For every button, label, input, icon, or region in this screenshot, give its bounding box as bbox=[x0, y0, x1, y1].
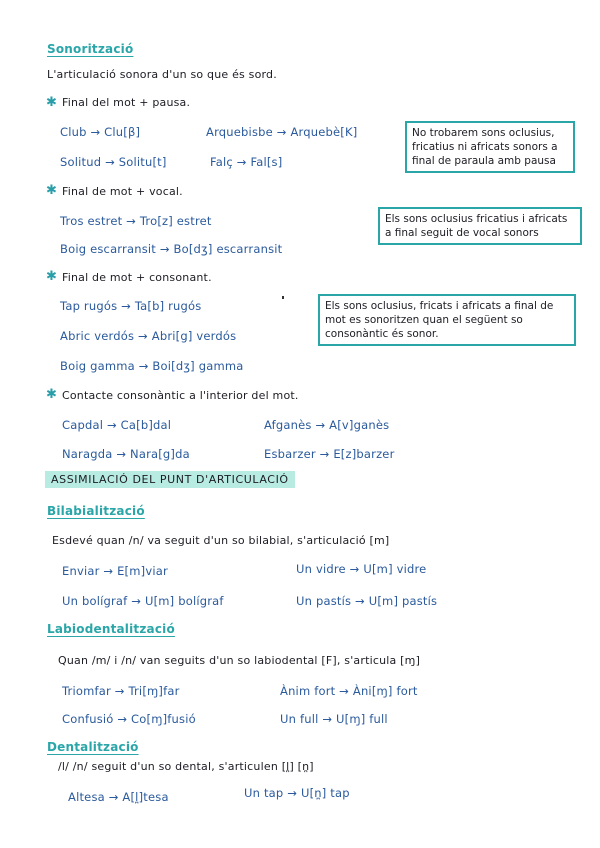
rule-final-vocal: Final de mot + vocal. bbox=[62, 185, 183, 198]
asterisk-icon: ✱ bbox=[46, 269, 57, 284]
note-box-vocal: Els sons oclusius fricatius i africats a final seguit de vocal sonors bbox=[378, 207, 582, 245]
highlighted-heading-assimilacio: ASSIMILACIÓ DEL PUNT D'ARTICULACIÓ bbox=[45, 471, 295, 488]
example-un-boligraf: Un bolígraf → U[m] bolígraf bbox=[62, 594, 224, 608]
asterisk-icon: ✱ bbox=[46, 387, 57, 402]
example-triomfar: Triomfar → Tri[ɱ]far bbox=[62, 684, 180, 698]
example-capdal: Capdal → Ca[b]dal bbox=[62, 418, 172, 432]
note-box-consonant: Els sons oclusius, fricats i africats a final de mot es sonoritzen quan el següent so consonàntic és sonor. bbox=[318, 294, 576, 346]
dentalitzacio-intro: /l/ /n/ seguit d'un so dental, s'articulen [l̪] [n̪] bbox=[58, 760, 314, 773]
example-altesa: Altesa → A[l̪]tesa bbox=[68, 790, 169, 804]
example-falc: Falç → Fal[s] bbox=[210, 155, 283, 169]
example-tros: Tros estret → Tro[z] estret bbox=[60, 214, 212, 228]
rule-final-pausa: Final del mot + pausa. bbox=[62, 96, 191, 109]
example-afganes: Afganès → A[v]ganès bbox=[264, 418, 390, 432]
example-arquebisbe: Arquebisbe → Arquebè[K] bbox=[206, 125, 358, 139]
example-club: Club → Clu[β] bbox=[60, 125, 141, 139]
note-box-pausa: No trobarem sons oclusius, fricatius ni africats sonors a final de paraula amb pausa bbox=[405, 121, 575, 173]
example-tap-rugos: Tap rugós → Ta[b] rugós bbox=[60, 299, 202, 313]
example-boig-gamma: Boig gamma → Boi[dʒ] gamma bbox=[60, 359, 244, 373]
example-naragda: Naragda → Nara[g]da bbox=[62, 447, 190, 461]
example-abric-verdos: Abric verdós → Abri[g] verdós bbox=[60, 329, 237, 343]
example-anim-fort: Ànim fort → Àni[ɱ] fort bbox=[280, 684, 418, 698]
bilabialitzacio-intro: Esdevé quan /n/ va seguit d'un so bilabial, s'articulació [m] bbox=[52, 534, 390, 547]
example-solitud: Solitud → Solitu[t] bbox=[60, 155, 167, 169]
example-un-tap: Un tap → U[n̪] tap bbox=[244, 786, 350, 800]
asterisk-icon: ✱ bbox=[46, 95, 57, 110]
rule-contacte-consonantic: Contacte consonàntic a l'interior del mot. bbox=[62, 389, 299, 402]
labiodentalitzacio-intro: Quan /m/ i /n/ van seguits d'un so labiodental [F], s'articula [ɱ] bbox=[58, 654, 421, 667]
example-esbarzer: Esbarzer → E[z]barzer bbox=[264, 447, 395, 461]
example-boig-escarransit: Boig escarransit → Bo[dʒ] escarransit bbox=[60, 242, 283, 256]
asterisk-icon: ✱ bbox=[46, 183, 57, 198]
section-title-labiodentalitzacio: Labiodentalització bbox=[47, 622, 175, 636]
stray-mark bbox=[282, 296, 284, 299]
sonoritzacio-intro: L'articulació sonora d'un so que és sord. bbox=[47, 68, 277, 81]
example-un-vidre: Un vidre → U[m] vidre bbox=[296, 562, 427, 576]
example-un-pastis: Un pastís → U[m] pastís bbox=[296, 594, 438, 608]
example-confusio: Confusió → Co[ɱ]fusió bbox=[62, 712, 196, 726]
section-title-dentalitzacio: Dentalització bbox=[47, 740, 139, 754]
rule-final-consonant: Final de mot + consonant. bbox=[62, 271, 212, 284]
example-enviar: Enviar → E[m]viar bbox=[62, 564, 168, 578]
example-un-full: Un full → U[ɱ] full bbox=[280, 712, 388, 726]
section-title-bilabialitzacio: Bilabialització bbox=[47, 504, 145, 518]
section-title-sonoritzacio: Sonorització bbox=[47, 42, 134, 56]
